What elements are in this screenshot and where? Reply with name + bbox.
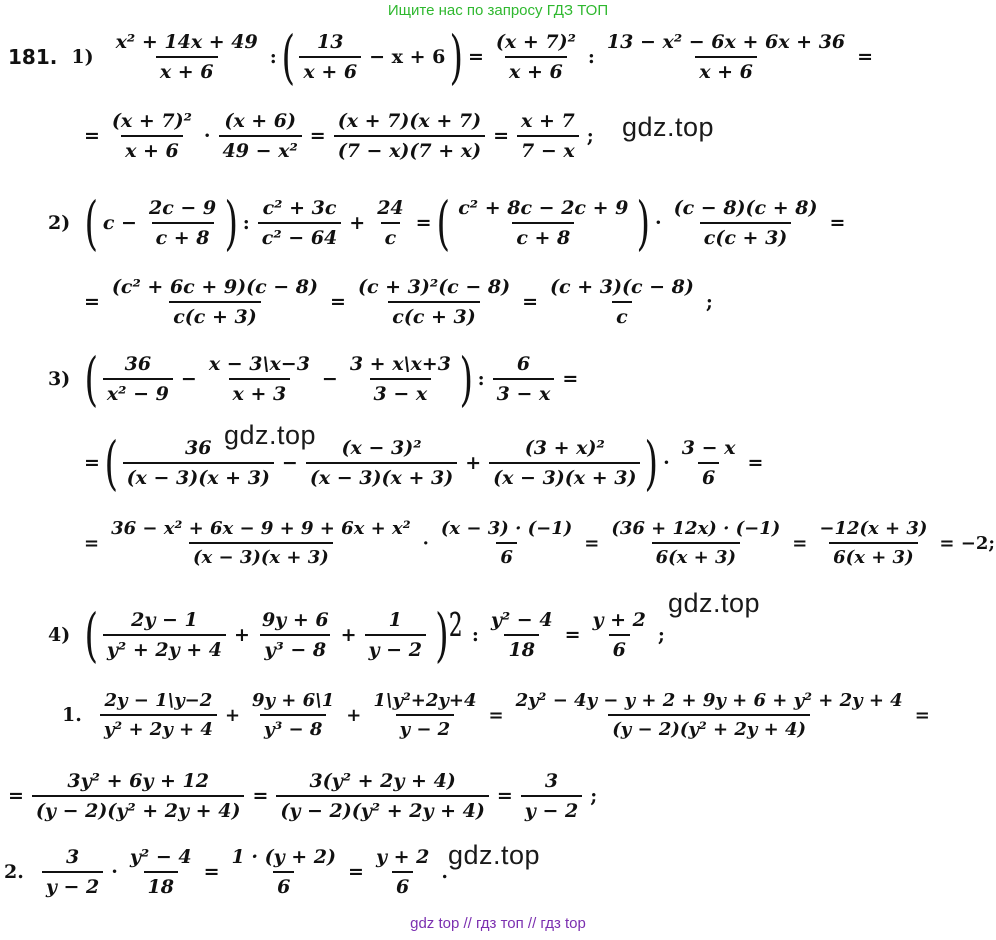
watermark: gdz.top [224,420,317,450]
fraction: $\frac{x - 3\backslash x-3}{x + 3}$ [208,353,310,405]
fraction: $\frac{\text{(x − 3)²}}{(x - 3)(x + 3)}$ [306,437,457,489]
fraction: $\frac{\text{3(y² + 2y + 4)}}{\text{(y − 2)(y² + 2y + 4)}}$ [276,770,489,822]
fraction: $\frac{36}{\text{x² − 9}}$ [103,353,173,405]
fraction: $\frac{\text{(x + 7)²}}{x + 6}$ [495,31,576,83]
fraction: $\frac{\text{y² − 4}}{18}$ [490,609,553,661]
p4-step1-cont: = $\frac{\text{3y² + 6y + 12}}{\text{(y − 2)(y² + 2y + 4)}}$ = $\frac{\text{3(y² + 2y + 4)}}{\text{(y − 2)(y² + 2y + 4)}}$ = $\frac{3}{y - 2}$ ; [8,770,598,822]
fraction: $\frac{2c - 9}{c + 8}$ [148,197,217,249]
fraction: $\frac{3 - x}{6}$ [681,437,736,489]
fraction: $\frac{y + 2}{6}$ [592,609,646,661]
fraction: $\frac{(x - 3) \cdot (-1)}{6}$ [440,518,573,568]
fraction: $\frac{x + 7}{7 - x}$ [517,110,579,162]
footer-links: gdz top // гдз топ // гдз top [410,915,586,932]
fraction: $\frac{2y - 1}{\text{y² + 2y + 4}}$ [103,609,226,661]
watermark: gdz.top [668,588,761,618]
part-label: 2) [48,212,71,234]
p4-step2: 2. $\frac{3}{y - 2}$ · $\frac{\text{y² − 4}}{18}$ = $\frac{1 \cdot (y + 2)}{6}$ = $\frac{y + 2}{6}$ . [4,846,448,898]
part-label: 4) [48,624,71,646]
fraction: $\frac{3}{y - 2}$ [521,770,582,822]
fraction: $\frac{\text{y² − 4}}{18}$ [129,846,192,898]
watermark: gdz.top [448,840,541,870]
header-banner: Ищите нас по запросу ГДЗ ТОП [387,2,609,19]
fraction: $\frac{\text{(3 + x)²}}{(x - 3)(x + 3)}$ [489,437,640,489]
part-label: 3) [48,368,71,390]
fraction: $\frac{\text{(x + 7)²}}{x + 6}$ [111,110,192,162]
p2-line1: 2) ( c − $\frac{2c - 9}{c + 8}$ ) : $\frac{\text{c² + 3c}}{\text{c² − 64}}$ + $\frac{24}{c}$ = ( $\frac{\text{c² + 8c − 2c + 9}}{c + 8}$ ) · $\frac{(c - 8)(c + 8)}{c(c + 3)}$ = [48,189,846,257]
fraction: $\frac{(c - 8)(c + 8)}{c(c + 3)}$ [673,197,818,249]
step-label: 2. [4,861,24,883]
fraction: $\frac{\text{(c + 3)²(c − 8)}}{c(c + 3)}$ [357,276,511,328]
fraction: $\frac{24}{c}$ [377,197,404,249]
p1-line1: 181. 1) $\frac{\text{x² + 14x + 49}}{x + 6}$ : ( $\frac{13}{x + 6}$ − x + 6 ) = $\frac{\text{(x + 7)²}}{x + 6}$ : $\frac{\text{13 − x² − 6x + 6x + 36}}{x + 6}$ = [8,23,874,91]
fraction: $\frac{\text{c² + 3c}}{\text{c² − 64}}$ [258,197,341,249]
p3-line1: 3) ( $\frac{36}{\text{x² − 9}}$ − $\frac{x - 3\backslash x-3}{x + 3}$ − $\frac{3 + x\backslash x+3}{3 - x}$ ) : $\frac{6}{3 - x}$ = [48,345,579,413]
fraction: $\frac{1}{y - 2}$ [365,609,426,661]
fraction: $\frac{\text{x² + 14x + 49}}{x + 6}$ [115,31,258,83]
step-label: 1. [62,704,82,726]
fraction: $\frac{(x + 7)(x + 7)}{(7 - x)(7 + x)}$ [334,110,485,162]
fraction: $\frac{36}{(x - 3)(x + 3)}$ [123,437,274,489]
fraction: $\frac{(c + 3)(c - 8)}{c}$ [550,276,694,328]
problem-number: 181. [8,45,58,69]
fraction: $\frac{3 + x\backslash x+3}{3 - x}$ [349,353,451,405]
watermark: gdz.top [622,112,715,142]
p1-line2: = $\frac{\text{(x + 7)²}}{x + 6}$ · $\frac{(x + 6)}{\text{49 − x²}}$ = $\frac{(x + 7)(x + 7)}{(7 - x)(7 + x)}$ = $\frac{x + 7}{7 - x}$ ; [84,110,594,162]
fraction: $\frac{\text{13 − x² − 6x + 6x + 36}}{x + 6}$ [606,31,846,83]
fraction: $\frac{13}{x + 6}$ [299,31,361,83]
fraction: $\frac{-12(x + 3)}{6(x + 3)}$ [819,518,928,568]
fraction: $\frac{3}{y - 2}$ [42,846,103,898]
fraction: $\frac{6}{3 - x}$ [493,353,555,405]
fraction: $\frac{1 \cdot (y + 2)}{6}$ [231,846,337,898]
fraction: $\frac{9y + 6\backslash 1}{\text{y³ − 8}}$ [252,690,335,740]
fraction: $\frac{\text{(c² + 6c + 9)(c − 8)}}{c(c + 3)}$ [111,276,319,328]
fraction: $\frac{2y - 1\backslash y-2}{\text{y² + 2y + 4}}$ [100,690,217,740]
p4-step1: 1. $\frac{2y - 1\backslash y-2}{\text{y² + 2y + 4}}$ + $\frac{9y + 6\backslash 1}{\text{y³ − 8}}$ + $\frac{\text{1\textbackslash{}y²+2y+4}}{y - 2}$ = $\frac{\text{2y² − 4y − y + 2 + 9y + 6 + y² + 2y + 4}}{\text{(y − 2)(y² + 2y + 4)}}$ = [62,690,930,740]
p4-line1: 4) ( $\frac{2y - 1}{\text{y² + 2y + 4}}$ + $\frac{9y + 6}{\text{y³ − 8}}$ + $\frac{1}{y - 2}$ )² : $\frac{\text{y² − 4}}{18}$ = $\frac{y + 2}{6}$ ; [48,601,665,669]
p3-line3: = $\frac{\text{36 − x² + 6x − 9 + 9 + 6x + x²}}{(x - 3)(x + 3)}$ · $\frac{(x - 3) \cdot (-1)}{6}$ = $\frac{(36 + 12x) \cdot (-1)}{6(x + 3)}$ = $\frac{-12(x + 3)}{6(x + 3)}$ = −2; [84,518,996,568]
fraction: $\frac{y + 2}{6}$ [375,846,430,898]
fraction: $\frac{(x + 6)}{\text{49 − x²}}$ [219,110,302,162]
fraction: $\frac{\text{1\textbackslash{}y²+2y+4}}{y - 2}$ [373,690,477,740]
fraction: $\frac{\text{3y² + 6y + 12}}{\text{(y − 2)(y² + 2y + 4)}}$ [32,770,245,822]
p3-line2: = ( $\frac{36}{(x - 3)(x + 3)}$ − $\frac{\text{(x − 3)²}}{(x - 3)(x + 3)}$ + $\frac{\text{(3 + x)²}}{(x - 3)(x + 3)}$ ) · $\frac{3 - x}{6}$ = [84,429,764,497]
fraction: $\frac{\text{2y² − 4y − y + 2 + 9y + 6 + y² + 2y + 4}}{\text{(y − 2)(y² + 2y + 4)}}$ [515,690,903,740]
fraction: $\frac{\text{c² + 8c − 2c + 9}}{c + 8}$ [458,197,629,249]
fraction: $\frac{\text{36 − x² + 6x − 9 + 9 + 6x + x²}}{(x - 3)(x + 3)}$ [111,518,411,568]
part-label: 1) [71,46,94,68]
fraction: $\frac{(36 + 12x) \cdot (-1)}{6(x + 3)}$ [611,518,781,568]
p2-line2: = $\frac{\text{(c² + 6c + 9)(c − 8)}}{c(c + 3)}$ = $\frac{\text{(c + 3)²(c − 8)}}{c(c + 3)}$ = $\frac{(c + 3)(c - 8)}{c}$ ; [84,276,713,328]
fraction: $\frac{9y + 6}{\text{y³ − 8}}$ [261,609,329,661]
